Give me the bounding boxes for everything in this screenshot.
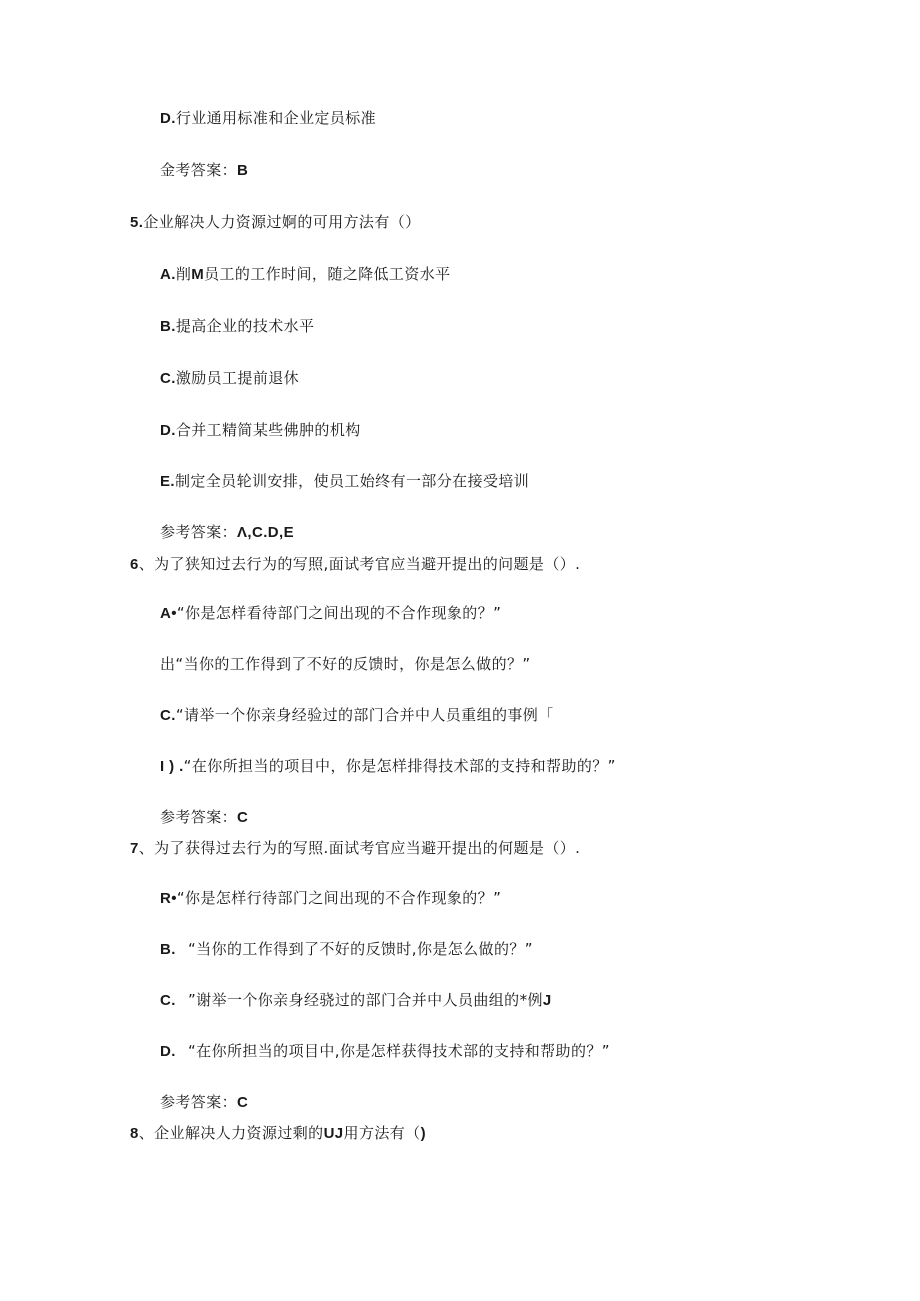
option-label: C.: [160, 707, 176, 724]
question-tail: ): [420, 1125, 426, 1142]
answer-value: B: [237, 162, 249, 179]
question-text-glyph: UJ: [323, 1125, 344, 1142]
question-text: 企业解决人力资源过婀的可用方法有（）: [143, 213, 421, 231]
answer-line: [160, 807, 248, 828]
option-label: A•: [160, 605, 177, 622]
question-number: 6: [130, 556, 139, 573]
option-text: “在你所担当的项目中,你是怎样获得技术部的支持和帮助的？”: [188, 1042, 610, 1060]
option-a-line: [160, 603, 501, 624]
answer-line: [160, 522, 294, 543]
answer-prefix: 参考答案：: [160, 1093, 238, 1111]
option-tail: J: [542, 992, 552, 1009]
option-d-line: [160, 108, 376, 129]
question-text: 、企业解决人力资源过剩的: [138, 1124, 324, 1142]
option-label: D.: [160, 1043, 176, 1060]
option-label: A.: [160, 266, 176, 283]
option-text: “请举一个你亲身经验过的部门合并中人员重组的事例「: [175, 706, 554, 724]
option-d-line: [160, 1041, 610, 1062]
option-text: ”谢举一个你亲身经骁过的部门合并中人员曲组的*例: [188, 991, 543, 1009]
option-b-line: [160, 654, 531, 674]
option-e-line: [160, 471, 529, 492]
question-text-rest: 用方法有（: [343, 1124, 421, 1142]
option-label: B.: [160, 941, 176, 958]
option-text: 激励员工提前退休: [175, 369, 300, 387]
question-text: 、为了获得过去行为的写照.面试考官应当避开提出的何题是（）.: [138, 839, 581, 857]
question-number: 8: [130, 1125, 139, 1142]
option-label: R•: [160, 890, 177, 907]
option-text-glyph: M: [191, 266, 205, 283]
option-label: C.: [160, 992, 176, 1009]
question-7: [130, 838, 580, 859]
option-label: B.: [160, 318, 176, 335]
option-a-line: [160, 888, 501, 909]
answer-prefix: 金考答案：: [160, 161, 238, 179]
answer-value: C: [237, 1094, 249, 1111]
option-text: 合并工精简某些佛肿的机构: [175, 421, 361, 439]
option-c-line: [160, 368, 299, 389]
option-text: 行业通用标准和企业定员标准: [175, 109, 377, 127]
option-text: “你是怎样看待部门之间出现的不合作现象的？”: [176, 604, 502, 622]
option-b-line: [160, 939, 533, 960]
answer-line: [160, 160, 248, 181]
question-number: 5.: [130, 214, 144, 231]
answer-line: [160, 1092, 248, 1113]
option-label: I ) .: [160, 758, 184, 775]
question-5: [130, 212, 421, 233]
question-8: [130, 1123, 426, 1144]
option-label: D.: [160, 110, 176, 127]
option-label: D.: [160, 422, 176, 439]
question-text: 、为了狭知过去行为的写照,面试考官应当避开提出的问题是（）.: [138, 555, 581, 573]
answer-value: Λ,C.D,E: [237, 524, 294, 541]
option-label: C.: [160, 370, 176, 387]
option-d-line: [160, 756, 616, 777]
option-label: E.: [160, 473, 175, 490]
option-text: “你是怎样行待部门之间出现的不合作现象的？”: [176, 889, 502, 907]
option-text: 提高企业的技术水平: [175, 317, 315, 335]
option-d-line: [160, 420, 361, 441]
answer-prefix: 参考答案：: [160, 808, 238, 826]
option-text: “在你所担当的项目中，你是怎样排得技术部的支持和帮助的？”: [183, 757, 616, 775]
option-text: “当你的工作得到了不好的反馈时,你是怎么做的？”: [188, 940, 533, 958]
question-6: [130, 554, 580, 575]
option-text: 制定全员轮训安排，使员工始终有一部分在接受培训: [174, 472, 530, 490]
answer-value: C: [237, 809, 249, 826]
answer-prefix: 参考答案：: [160, 523, 238, 541]
option-text: 削: [175, 265, 192, 283]
option-c-line: [160, 990, 552, 1011]
question-number: 7: [130, 840, 139, 857]
option-a-line: [160, 264, 451, 285]
option-text-rest: 员工的工作时间，随之降低工资水平: [204, 265, 451, 283]
option-b-line: [160, 316, 314, 337]
option-text: 出“当你的工作得到了不好的反馈时，你是怎么做的？”: [160, 655, 531, 673]
option-c-line: [160, 705, 554, 726]
